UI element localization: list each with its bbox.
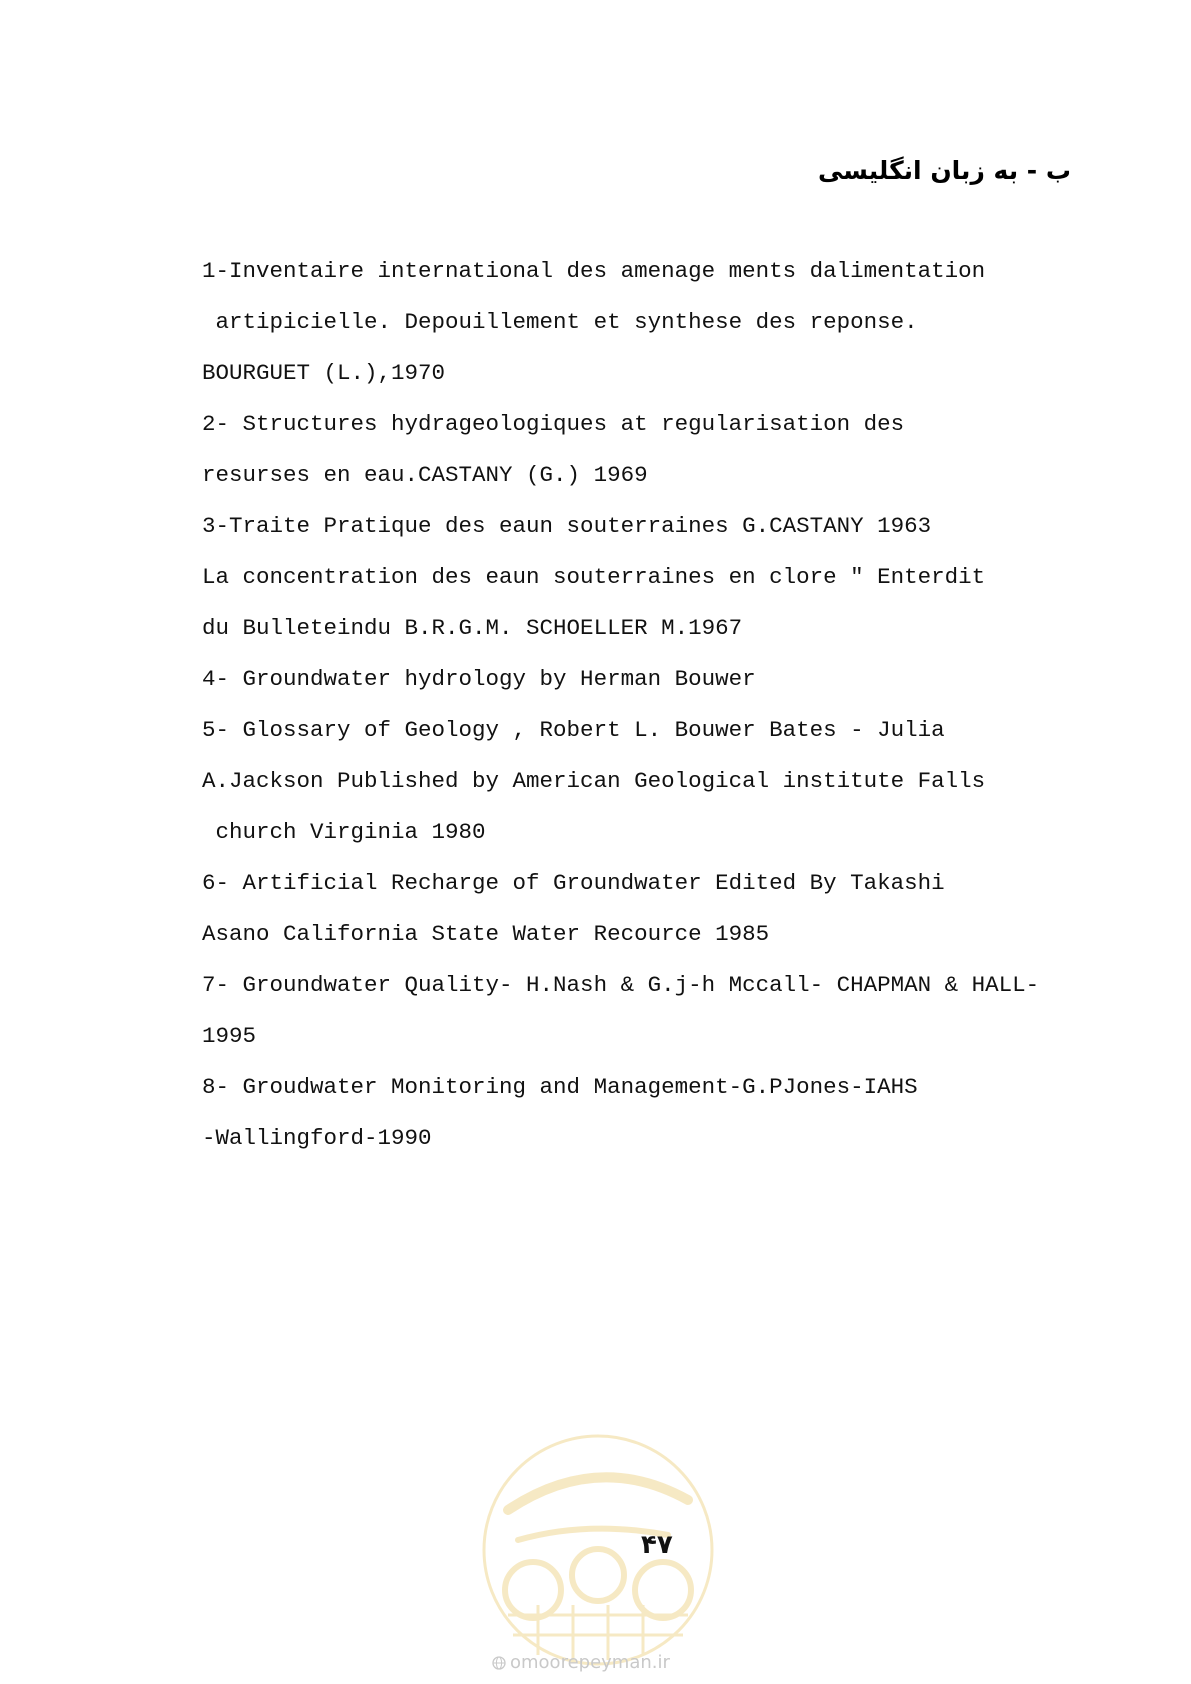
reference-line: Asano California State Water Recource 1985 [202,921,770,947]
reference-line: A.Jackson Published by American Geological institute Falls [202,768,986,794]
reference-line: BOURGUET (L.),1970 [202,360,446,386]
section-heading: ب - به زبان انگلیسی [817,156,1071,185]
reference-line: -Wallingford-1990 [202,1125,432,1151]
reference-line: 5- Glossary of Geology , Robert L. Bouwer Bates - Julia [202,717,945,743]
watermark-logo-icon [478,1430,718,1670]
watermark-site-text: omoorepeyman.ir [510,1652,670,1673]
watermark-site [492,1652,670,1673]
reference-line: 8- Groudwater Monitoring and Management-G.PJones-IAHS [202,1074,918,1100]
reference-line: church Virginia 1980 [202,819,486,845]
reference-line: artipicielle. Depouillement et synthese des reponse. [202,309,918,335]
globe-icon [492,1656,506,1670]
reference-line: La concentration des eaun souterraines en clore " Enterdit [202,564,986,590]
reference-line: 6- Artificial Recharge of Groundwater Edited By Takashi [202,870,945,896]
reference-line: resurses en eau.CASTANY (G.) 1969 [202,462,648,488]
reference-line: du Bulleteindu B.R.G.M. SCHOELLER M.1967 [202,615,743,641]
reference-list [202,256,1102,1174]
reference-line: 1995 [202,1023,257,1049]
reference-line: 7- Groundwater Quality- H.Nash & G.j-h Mccall- CHAPMAN & HALL- [202,972,1040,998]
reference-line: 4- Groundwater hydrology by Herman Bouwer [202,666,756,692]
reference-line: 1-Inventaire international des amenage ments dalimentation [202,258,986,284]
reference-line: 2- Structures hydrageologiques at regularisation des [202,411,905,437]
page-number: ۴۷ [641,1530,673,1560]
reference-line: 3-Traite Pratique des eaun souterraines G.CASTANY 1963 [202,513,932,539]
